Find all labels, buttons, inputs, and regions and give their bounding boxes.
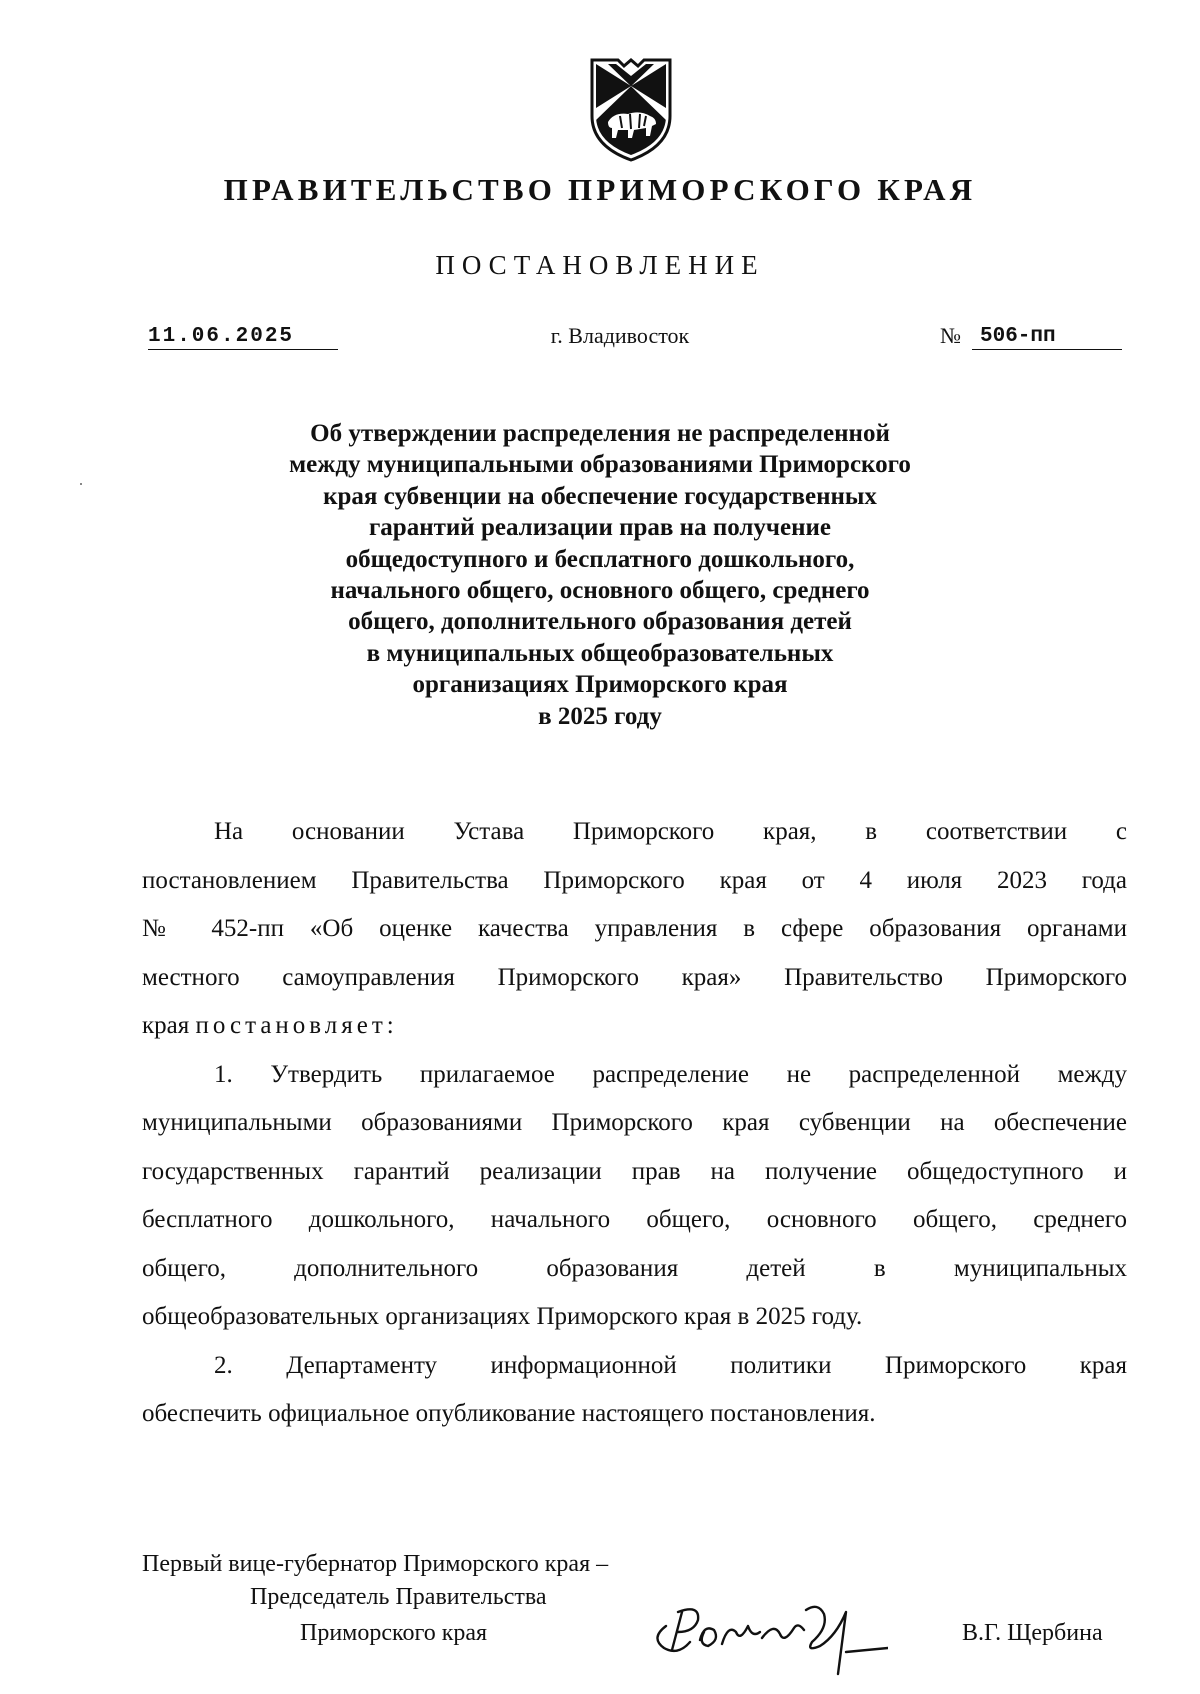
body-line: муниципальными образованиями Приморского края субвенции на обеспечение [142,1109,1127,1136]
body-line: государственных гарантий реализации прав на получение общедоступного и [142,1157,1127,1185]
number-sign: № [940,323,961,348]
body-line: постановлением Правительства Приморского края от 4 июля 2023 года [142,866,1127,894]
subject-line: гарантий реализации прав на получение [368,514,832,542]
signer-name: В.Г. Щербина [962,1620,1103,1646]
document-body [142,808,1127,1439]
body-line: общего, дополнительного образования детей в муниципальных [142,1254,1127,1282]
coat-of-arms-icon [584,56,678,164]
signer-position-line: Председатель Правительства [250,1584,547,1610]
document-city: г. Владивосток [550,323,690,348]
subject-line: начального общего, основного общего, среднего [330,577,870,605]
body-line: На основании Устава Приморского края, в соответствии с [214,818,1127,845]
item-2-paragraph [142,1342,1127,1439]
item-1-paragraph [142,1051,1127,1342]
subject-line: Об утверждении распределения не распределенной [310,420,890,447]
subject-line: края субвенции на обеспечение государственных [323,482,877,510]
resolves-word: постановляет: [195,1012,398,1039]
body-line: бесплатного дошкольного, начального общего, основного общего, среднего [142,1206,1127,1233]
signer-position-line: Приморского края [300,1620,488,1646]
preamble-last-prefix: края [142,1012,196,1039]
body-line: местного самоуправления Приморского края» Правительство Приморского [142,963,1127,991]
body-line: 1. Утвердить прилагаемое распределение не распределенной между [214,1060,1127,1088]
handwritten-signature [648,1582,888,1682]
scan-speck [80,483,82,485]
body-line: обеспечить официальное опубликование настоящего постановления. [142,1400,876,1427]
subject-line: в 2025 году [538,702,662,730]
body-line: общеобразовательных организациях Приморского края в 2025 году. [142,1303,863,1330]
subject-line: общего, дополнительного образования детей [348,608,852,636]
document-subject [250,418,950,732]
document-number: 506-пп [972,325,1122,350]
government-title: ПРАВИТЕЛЬСТВО ПРИМОРСКОГО КРАЯ [223,172,977,207]
body-line: 2. Департаменту информационной политики Приморского края [214,1351,1127,1379]
document-date: 11.06.2025 [148,325,338,350]
document-type: ПОСТАНОВЛЕНИЕ [435,250,765,280]
subject-line: между муниципальными образованиями Приморского [289,451,911,479]
body-line [142,1002,1127,1051]
subject-line: организациях Приморского края [412,671,788,699]
preamble-paragraph [142,808,1127,1051]
signer-position-line: Первый вице-губернатор Приморского края – [142,1551,609,1577]
subject-line: общедоступного и бесплатного дошкольного, [345,545,855,573]
subject-line: в муниципальных общеобразовательных [366,639,834,667]
body-line: № 452-пп «Об оценке качества управления в сфере образования органами [142,915,1127,942]
